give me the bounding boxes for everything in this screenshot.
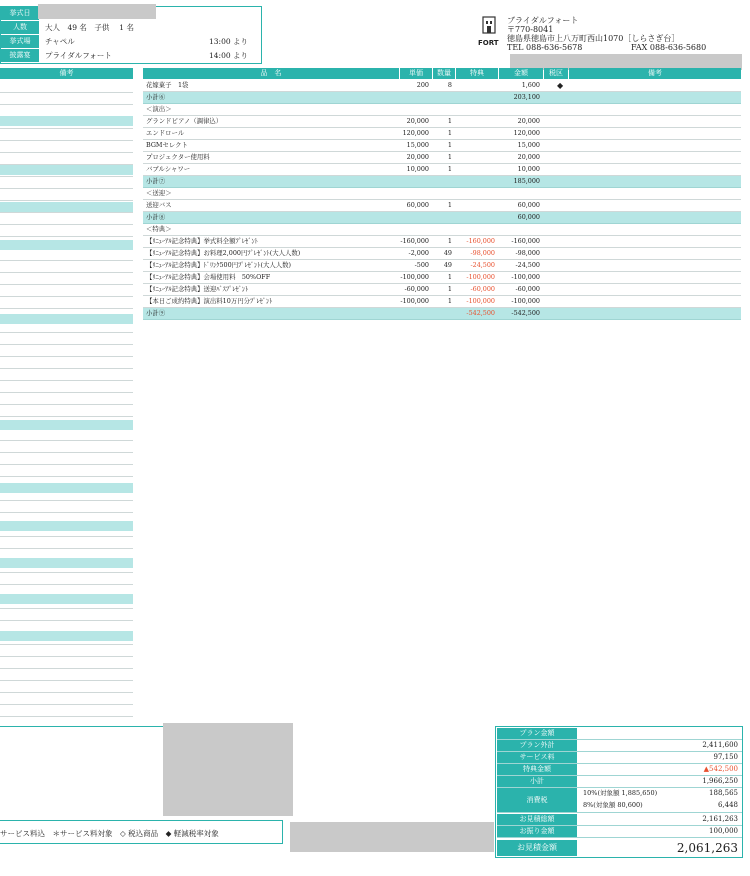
item-name: 小計⑨ bbox=[146, 309, 166, 317]
note-line bbox=[0, 92, 133, 93]
table-row bbox=[143, 236, 741, 248]
plan-amount-label: プラン金額 bbox=[497, 728, 577, 739]
item-unit-price: 200 bbox=[416, 81, 429, 89]
table-row bbox=[143, 272, 741, 284]
col-header-qty: 数量 bbox=[433, 68, 455, 79]
note-band bbox=[0, 521, 133, 531]
note-line bbox=[0, 608, 133, 609]
note-line bbox=[0, 224, 133, 225]
item-name: 小計⑧ bbox=[146, 213, 166, 221]
item-quantity: 1 bbox=[447, 165, 452, 173]
note-line bbox=[0, 644, 133, 645]
deposit-row bbox=[497, 826, 742, 838]
plan-extra-label: プラン外計 bbox=[497, 740, 577, 751]
item-quantity: 1 bbox=[447, 117, 452, 125]
item-bonus: -160,000 bbox=[466, 237, 495, 245]
section-row bbox=[143, 188, 741, 200]
note-line bbox=[0, 404, 133, 405]
note-band bbox=[0, 420, 133, 430]
item-unit-price: -160,000 bbox=[400, 237, 429, 245]
note-line bbox=[0, 512, 133, 513]
table-row bbox=[143, 200, 741, 212]
table-row bbox=[143, 152, 741, 164]
plan-extra-value: 2,411,600 bbox=[702, 741, 738, 749]
subtotal-row bbox=[143, 176, 741, 188]
deposit-value: 100,000 bbox=[709, 827, 738, 835]
item-amount: -98,000 bbox=[515, 249, 540, 257]
table-row bbox=[143, 80, 741, 92]
note-line bbox=[0, 440, 133, 441]
note-line bbox=[0, 656, 133, 657]
tax-8-value: 6,448 bbox=[717, 801, 738, 809]
item-name: ＜演出＞ bbox=[146, 105, 172, 113]
item-name: 花嫁菓子 1袋 bbox=[146, 81, 189, 89]
note-line bbox=[0, 584, 133, 585]
subtotal-row bbox=[143, 92, 741, 104]
section-row bbox=[143, 104, 741, 116]
redacted-date bbox=[38, 4, 156, 19]
table-row bbox=[143, 296, 741, 308]
note-line bbox=[0, 296, 133, 297]
item-name: 小計⑥ bbox=[146, 93, 166, 101]
item-name: 【本日ご成約特典】演出料10万円分ﾌﾟﾚｾﾞﾝﾄ bbox=[146, 297, 273, 305]
item-amount: -24,500 bbox=[515, 261, 540, 269]
final-estimate-value: 2,061,263 bbox=[676, 841, 738, 855]
redacted-stamp bbox=[163, 723, 293, 816]
item-unit-price: -500 bbox=[414, 261, 429, 269]
reception-venue-value: プライダルフォート bbox=[45, 51, 112, 60]
legend-text: サービス料込 ＊サービス料対象 ◇ 税込商品 ◆ 軽減税率対象 bbox=[0, 829, 219, 838]
item-bonus: -100,000 bbox=[466, 273, 495, 281]
company-name: ブライダルフォート bbox=[507, 16, 579, 25]
company-info bbox=[507, 16, 707, 52]
note-line bbox=[0, 188, 133, 189]
note-line bbox=[0, 332, 133, 333]
note-line bbox=[0, 692, 133, 693]
note-line bbox=[0, 272, 133, 273]
item-amount: 10,000 bbox=[517, 165, 540, 173]
item-name: グランドピアノ（調律込） bbox=[146, 117, 223, 125]
note-band bbox=[0, 116, 133, 126]
col-header-bonus: 特典 bbox=[456, 68, 498, 79]
subtotal-value: 1,966,250 bbox=[702, 777, 738, 785]
note-line bbox=[0, 464, 133, 465]
subtotal-row bbox=[497, 776, 742, 788]
item-unit-price: 120,000 bbox=[402, 129, 429, 137]
item-amount: 120,000 bbox=[513, 129, 540, 137]
tax-label: 消費税 bbox=[497, 788, 577, 812]
note-band bbox=[0, 483, 133, 493]
table-row bbox=[143, 248, 741, 260]
item-bonus: -98,000 bbox=[470, 249, 495, 257]
item-unit-price: -60,000 bbox=[404, 285, 429, 293]
item-bonus: -24,500 bbox=[470, 261, 495, 269]
total-estimate-value: 2,161,263 bbox=[702, 815, 738, 823]
item-bonus: -542,500 bbox=[466, 309, 495, 317]
reception-venue-row bbox=[1, 49, 263, 62]
ceremony-venue-row bbox=[1, 35, 263, 48]
plan-amount-row bbox=[497, 728, 742, 740]
bonus-amount-row bbox=[497, 764, 742, 776]
item-name: プロジェクター使用料 bbox=[146, 153, 210, 161]
tax-8-label: 8%(対象額 80,600) bbox=[583, 801, 643, 809]
note-line bbox=[0, 236, 133, 237]
item-bonus: -60,000 bbox=[470, 285, 495, 293]
item-bonus: -100,000 bbox=[466, 297, 495, 305]
table-row bbox=[143, 128, 741, 140]
table-row bbox=[143, 260, 741, 272]
note-band bbox=[0, 558, 133, 568]
final-estimate-row bbox=[497, 840, 742, 856]
note-line bbox=[0, 716, 133, 717]
ceremony-venue-value: チャペル bbox=[45, 37, 75, 46]
service-fee-label: サービス料 bbox=[497, 752, 577, 763]
note-line bbox=[0, 668, 133, 669]
item-name: 【ﾘﾆｭｰｱﾙ記念特典】ﾄﾞﾘﾝｸ500円ﾌﾟﾚｾﾞﾝﾄ(大人人数) bbox=[146, 261, 291, 269]
item-amount: -160,000 bbox=[511, 237, 540, 245]
note-line bbox=[0, 260, 133, 261]
item-name: エンドロール bbox=[146, 129, 185, 137]
note-line bbox=[0, 536, 133, 537]
reception-time: 14:00 より bbox=[209, 51, 248, 60]
item-amount: -60,000 bbox=[515, 285, 540, 293]
service-fee-value: 97,150 bbox=[713, 753, 738, 761]
note-line bbox=[0, 128, 133, 129]
note-line bbox=[0, 416, 133, 417]
item-quantity: 1 bbox=[447, 237, 452, 245]
item-unit-price: 20,000 bbox=[406, 153, 429, 161]
item-quantity: 1 bbox=[447, 129, 452, 137]
note-line bbox=[0, 548, 133, 549]
note-line bbox=[0, 380, 133, 381]
item-amount: 15,000 bbox=[517, 141, 540, 149]
item-quantity: 1 bbox=[447, 141, 452, 149]
item-quantity: 1 bbox=[447, 153, 452, 161]
subtotal-row bbox=[143, 212, 741, 224]
item-amount: 20,000 bbox=[517, 153, 540, 161]
legend-box bbox=[0, 820, 283, 844]
item-amount: -100,000 bbox=[511, 297, 540, 305]
item-unit-price: -2,000 bbox=[408, 249, 429, 257]
note-band bbox=[0, 631, 133, 641]
company-address: 徳島県徳島市上八万町西山1070［しらさぎ台］ bbox=[507, 34, 680, 43]
bonus-amount-label: 特典金額 bbox=[497, 764, 577, 775]
item-unit-price: 10,000 bbox=[406, 165, 429, 173]
item-unit-price: -100,000 bbox=[400, 273, 429, 281]
item-name: 【ﾘﾆｭｰｱﾙ記念特典】送迎ﾊﾞｽﾌﾟﾚｾﾞﾝﾄ bbox=[146, 285, 249, 293]
subtotal-label: 小計 bbox=[497, 776, 577, 787]
item-name: バブルシャワー bbox=[146, 165, 191, 173]
ceremony-date-label: 挙式日 bbox=[1, 7, 39, 20]
note-line bbox=[0, 104, 133, 105]
redacted-footer bbox=[290, 822, 494, 852]
note-line bbox=[0, 212, 133, 213]
note-band bbox=[0, 240, 133, 250]
item-quantity: 49 bbox=[443, 249, 452, 257]
final-estimate-label: お見積金額 bbox=[497, 840, 577, 856]
guest-count-label: 人数 bbox=[1, 21, 39, 34]
company-tel: TEL 088-636-5678 bbox=[507, 43, 583, 52]
item-name: 送迎バス bbox=[146, 201, 172, 209]
note-line bbox=[0, 368, 133, 369]
tax-10-value: 188,565 bbox=[709, 789, 738, 797]
note-line bbox=[0, 200, 133, 201]
note-band bbox=[0, 314, 133, 324]
item-name: 【ﾘﾆｭｰｱﾙ記念特典】お料理2,000円ﾌﾟﾚｾﾞﾝﾄ(大人人数) bbox=[146, 249, 301, 257]
item-quantity: 1 bbox=[447, 201, 452, 209]
ceremony-venue-label: 挙式場 bbox=[1, 35, 39, 48]
item-amount: 60,000 bbox=[517, 213, 540, 221]
item-amount: -542,500 bbox=[511, 309, 540, 317]
note-line bbox=[0, 572, 133, 573]
item-name: BGMセレクト bbox=[146, 141, 188, 149]
subtotal-row bbox=[143, 308, 741, 320]
company-logo bbox=[478, 15, 500, 49]
table-row bbox=[143, 164, 741, 176]
item-name: ＜送迎＞ bbox=[146, 189, 172, 197]
deposit-label: お振り金額 bbox=[497, 826, 577, 837]
note-line bbox=[0, 620, 133, 621]
item-amount: -100,000 bbox=[511, 273, 540, 281]
item-unit-price: -100,000 bbox=[400, 297, 429, 305]
section-row bbox=[143, 224, 741, 236]
col-header-tax: 税区 bbox=[544, 68, 568, 79]
table-row bbox=[143, 284, 741, 296]
item-unit-price: 20,000 bbox=[406, 117, 429, 125]
company-postal: 〒770-8041 bbox=[507, 25, 554, 34]
note-line bbox=[0, 680, 133, 681]
left-note-header: 備考 bbox=[0, 68, 133, 79]
item-name: 【ﾘﾆｭｰｱﾙ記念特典】挙式料全額ﾌﾟﾚｾﾞﾝﾄ bbox=[146, 237, 258, 245]
note-line bbox=[0, 500, 133, 501]
total-estimate-label: お見積総額 bbox=[497, 814, 577, 825]
item-tax-mark: ◆ bbox=[557, 81, 564, 90]
note-band bbox=[0, 202, 133, 212]
note-band bbox=[0, 594, 133, 604]
tax-row bbox=[497, 788, 742, 813]
item-unit-price: 15,000 bbox=[406, 141, 429, 149]
item-amount: 203,100 bbox=[513, 93, 540, 101]
col-header-amount: 金額 bbox=[499, 68, 543, 79]
note-line bbox=[0, 284, 133, 285]
note-line bbox=[0, 176, 133, 177]
guest-count-value: 大人 49 名 子供 1 名 bbox=[45, 23, 134, 32]
logo-text: FORT bbox=[478, 39, 499, 47]
guest-count-row bbox=[1, 21, 263, 34]
note-line bbox=[0, 392, 133, 393]
note-line bbox=[0, 476, 133, 477]
note-band bbox=[0, 165, 133, 175]
note-line bbox=[0, 140, 133, 141]
item-name: ＜特典＞ bbox=[146, 225, 172, 233]
item-name: 小計⑦ bbox=[146, 177, 166, 185]
item-quantity: 1 bbox=[447, 285, 452, 293]
ceremony-time: 13:00 より bbox=[209, 37, 248, 46]
note-line bbox=[0, 152, 133, 153]
note-line bbox=[0, 308, 133, 309]
item-quantity: 8 bbox=[447, 81, 452, 89]
table-row bbox=[143, 140, 741, 152]
note-line bbox=[0, 704, 133, 705]
item-amount: 20,000 bbox=[517, 117, 540, 125]
reception-venue-label: 披露宴 bbox=[1, 49, 39, 62]
plan-extra-row bbox=[497, 740, 742, 752]
item-amount: 1,600 bbox=[521, 81, 540, 89]
item-quantity: 1 bbox=[447, 297, 452, 305]
company-fax: FAX 088-636-5680 bbox=[631, 43, 707, 52]
item-unit-price: 60,000 bbox=[406, 201, 429, 209]
item-name: 【ﾘﾆｭｰｱﾙ記念特典】会場使用料 50%OFF bbox=[146, 273, 271, 281]
item-quantity: 1 bbox=[447, 273, 452, 281]
item-amount: 185,000 bbox=[513, 177, 540, 185]
note-line bbox=[0, 452, 133, 453]
table-row bbox=[143, 116, 741, 128]
col-header-note: 備考 bbox=[569, 68, 741, 79]
item-amount: 60,000 bbox=[517, 201, 540, 209]
note-line bbox=[0, 356, 133, 357]
total-estimate-row bbox=[497, 814, 742, 826]
bonus-amount-value: ▲542,500 bbox=[703, 765, 738, 773]
col-header-unit: 単価 bbox=[400, 68, 432, 79]
col-header-name: 品 名 bbox=[143, 68, 399, 79]
service-fee-row bbox=[497, 752, 742, 764]
note-line bbox=[0, 344, 133, 345]
tax-10-label: 10%(対象額 1,885,650) bbox=[583, 789, 658, 797]
item-quantity: 49 bbox=[443, 261, 452, 269]
